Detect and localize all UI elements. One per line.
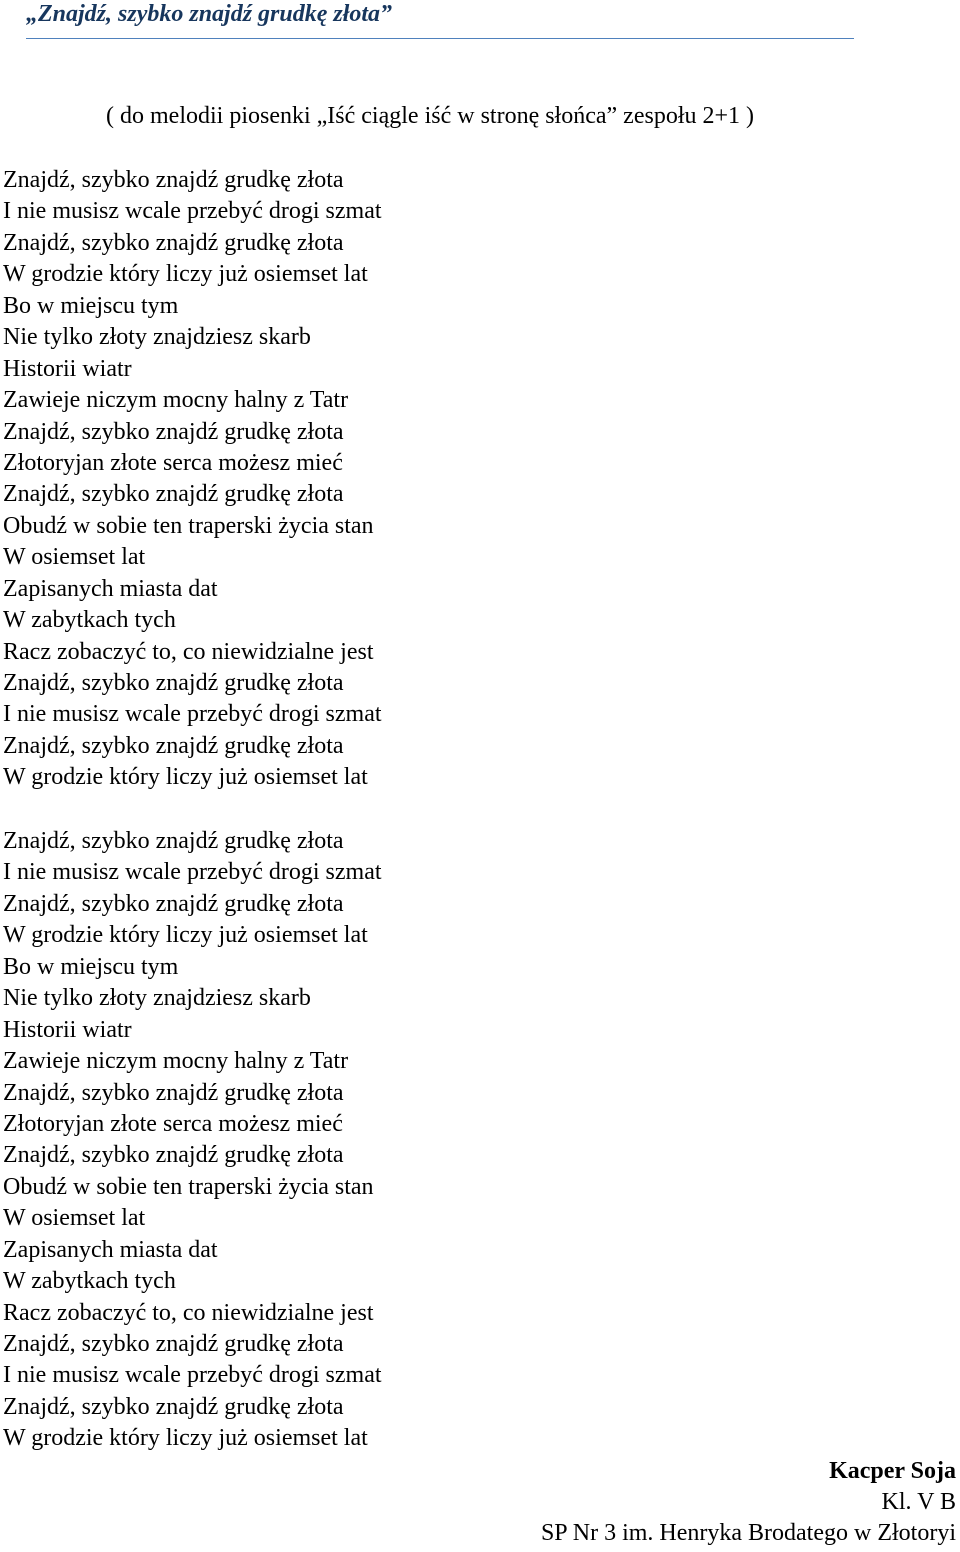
lyric-line: Obudź w sobie ten traperski życia stan: [3, 512, 374, 539]
lyric-line: I nie musisz wcale przebyć drogi szmat: [3, 701, 382, 728]
lyric-line: W osiemset lat: [3, 1205, 146, 1232]
lyric-line: I nie musisz wcale przebyć drogi szmat: [3, 859, 382, 886]
lyric-line: Znajdź, szybko znajdź grudkę złota: [3, 167, 344, 193]
lyric-line: Historii wiatr: [3, 355, 132, 382]
lyric-line: Racz zobaczyć to, co niewidzialne jest: [3, 638, 374, 665]
author-school: SP Nr 3 im. Henryka Brodatego w Złotoryi: [540, 1520, 956, 1546]
lyric-line: Znajdź, szybko znajdź grudkę złota: [3, 1142, 344, 1169]
verse-2: [3, 826, 382, 1455]
lyric-line: Znajdź, szybko znajdź grudkę złota: [3, 828, 344, 854]
lyric-line: Bo w miejscu tym: [3, 292, 179, 319]
lyric-line: Znajdź, szybko znajdź grudkę złota: [3, 229, 344, 256]
lyric-line: W grodzie który liczy już osiemset lat: [3, 764, 368, 791]
lyric-line: Znajdź, szybko znajdź grudkę złota: [3, 890, 344, 917]
lyric-line: Złotoryjan złote serca możesz mieć: [3, 1110, 343, 1137]
lyric-line: Zapisanych miasta dat: [3, 575, 218, 602]
lyric-line: Nie tylko złoty znajdziesz skarb: [3, 985, 311, 1012]
lyric-line: Znajdź, szybko znajdź grudkę złota: [3, 418, 344, 445]
verse-1: [3, 165, 382, 794]
lyric-line: W grodzie który liczy już osiemset lat: [3, 1425, 368, 1452]
lyric-line: Znajdź, szybko znajdź grudkę złota: [3, 481, 344, 508]
lyric-line: I nie musisz wcale przebyć drogi szmat: [3, 198, 382, 225]
lyric-line: W osiemset lat: [3, 544, 146, 571]
lyric-line: W zabytkach tych: [3, 607, 176, 634]
lyric-line: Zawieje niczym mocny halny z Tatr: [3, 1048, 349, 1075]
lyric-line: Znajdź, szybko znajdź grudkę złota: [3, 732, 344, 759]
lyric-line: I nie musisz wcale przebyć drogi szmat: [3, 1362, 382, 1389]
lyric-line: Nie tylko złoty znajdziesz skarb: [3, 324, 311, 351]
lyric-line: W grodzie który liczy już osiemset lat: [3, 261, 368, 288]
lyric-line: Obudź w sobie ten traperski życia stan: [3, 1173, 374, 1200]
lyric-line: Racz zobaczyć to, co niewidzialne jest: [3, 1299, 374, 1326]
lyric-line: Złotoryjan złote serca możesz mieć: [3, 449, 343, 476]
document-title: „Znajdź, szybko znajdź grudkę złota”: [26, 0, 854, 39]
lyric-line: Bo w miejscu tym: [3, 953, 179, 980]
lyric-line: Zawieje niczym mocny halny z Tatr: [3, 387, 349, 414]
lyric-line: Znajdź, szybko znajdź grudkę złota: [3, 1331, 344, 1357]
lyric-line: Znajdź, szybko znajdź grudkę złota: [3, 1393, 344, 1420]
author-class: Kl. V B: [881, 1489, 956, 1515]
lyric-line: W zabytkach tych: [3, 1268, 176, 1295]
lyric-line: Znajdź, szybko znajdź grudkę złota: [3, 1079, 344, 1106]
author-name: Kacper Soja: [829, 1458, 956, 1484]
lyric-line: W grodzie który liczy już osiemset lat: [3, 922, 368, 949]
lyric-line: Zapisanych miasta dat: [3, 1236, 218, 1263]
credits: [541, 1456, 956, 1549]
lyric-line: Znajdź, szybko znajdź grudkę złota: [3, 670, 344, 696]
lyric-line: Historii wiatr: [3, 1016, 132, 1043]
document-subtitle: ( do melodii piosenki „Iść ciągle iść w stronę słońca” zespołu 2+1 ): [106, 103, 755, 129]
